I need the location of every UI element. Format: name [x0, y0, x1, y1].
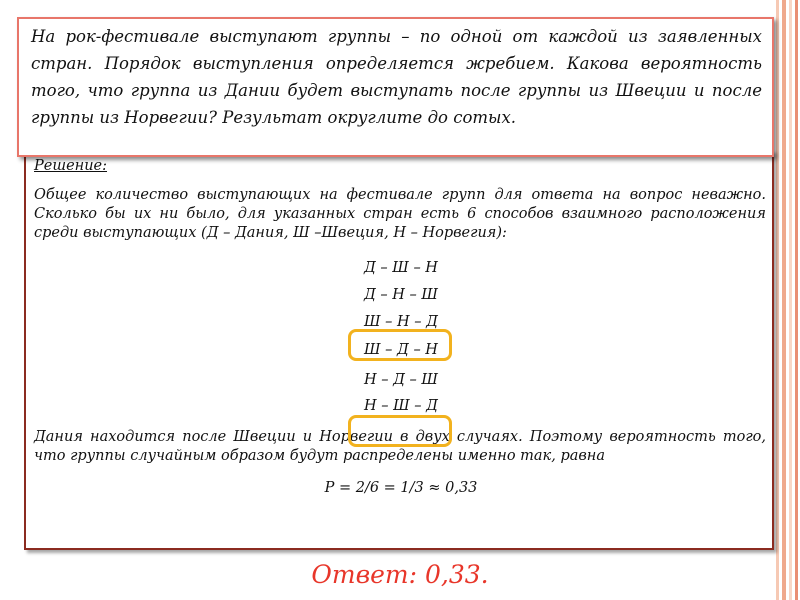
solution-box [24, 150, 774, 550]
decorative-stripes [774, 0, 800, 600]
answer-text: Ответ: 0,33. [311, 560, 489, 589]
stripe [776, 0, 779, 600]
stripe [789, 0, 792, 600]
permutation-line: Ш – Д – Н [364, 342, 438, 358]
permutation-line: Н – Ш – Д [364, 398, 438, 414]
solution-label: Решение: [34, 158, 108, 174]
stripe [782, 0, 786, 600]
permutation-line: Д – Н – Ш [364, 287, 438, 303]
highlight-frame [348, 415, 452, 447]
permutation-line: Н – Д – Ш [364, 372, 438, 388]
problem-box [17, 17, 774, 157]
highlight-frame [348, 329, 452, 361]
problem-text: На рок-фестивале выступают группы – по одной от каждой из заявленных стран. Порядок выступления определяется жребием. Какова вероятность того, что группа из Дании будет выступать после группы из Швеции и после группы из Норвегии? Результат округлите до сотых. [31, 27, 762, 127]
permutation-line: Ш – Н – Д [364, 314, 438, 330]
solution-intro: Общее количество выступающих на фестивале групп для ответа на вопрос неважно. Сколько бы их ни было, для указанных стран есть 6 способов взаимного расположения среди выступающих (Д – Дания, Ш –Швеция, Н – Норвегия): [34, 187, 766, 241]
permutation-line: Д – Ш – Н [364, 260, 438, 276]
probability-formula: Р = 2/6 = 1/3 ≈ 0,33 [324, 480, 478, 496]
solution-conclusion: Дания находится после Швеции и Норвегии в двух случаях. Поэтому вероятность того, что группы случайным образом будут распределены именно так, равна [34, 429, 766, 464]
stripe [795, 0, 798, 600]
